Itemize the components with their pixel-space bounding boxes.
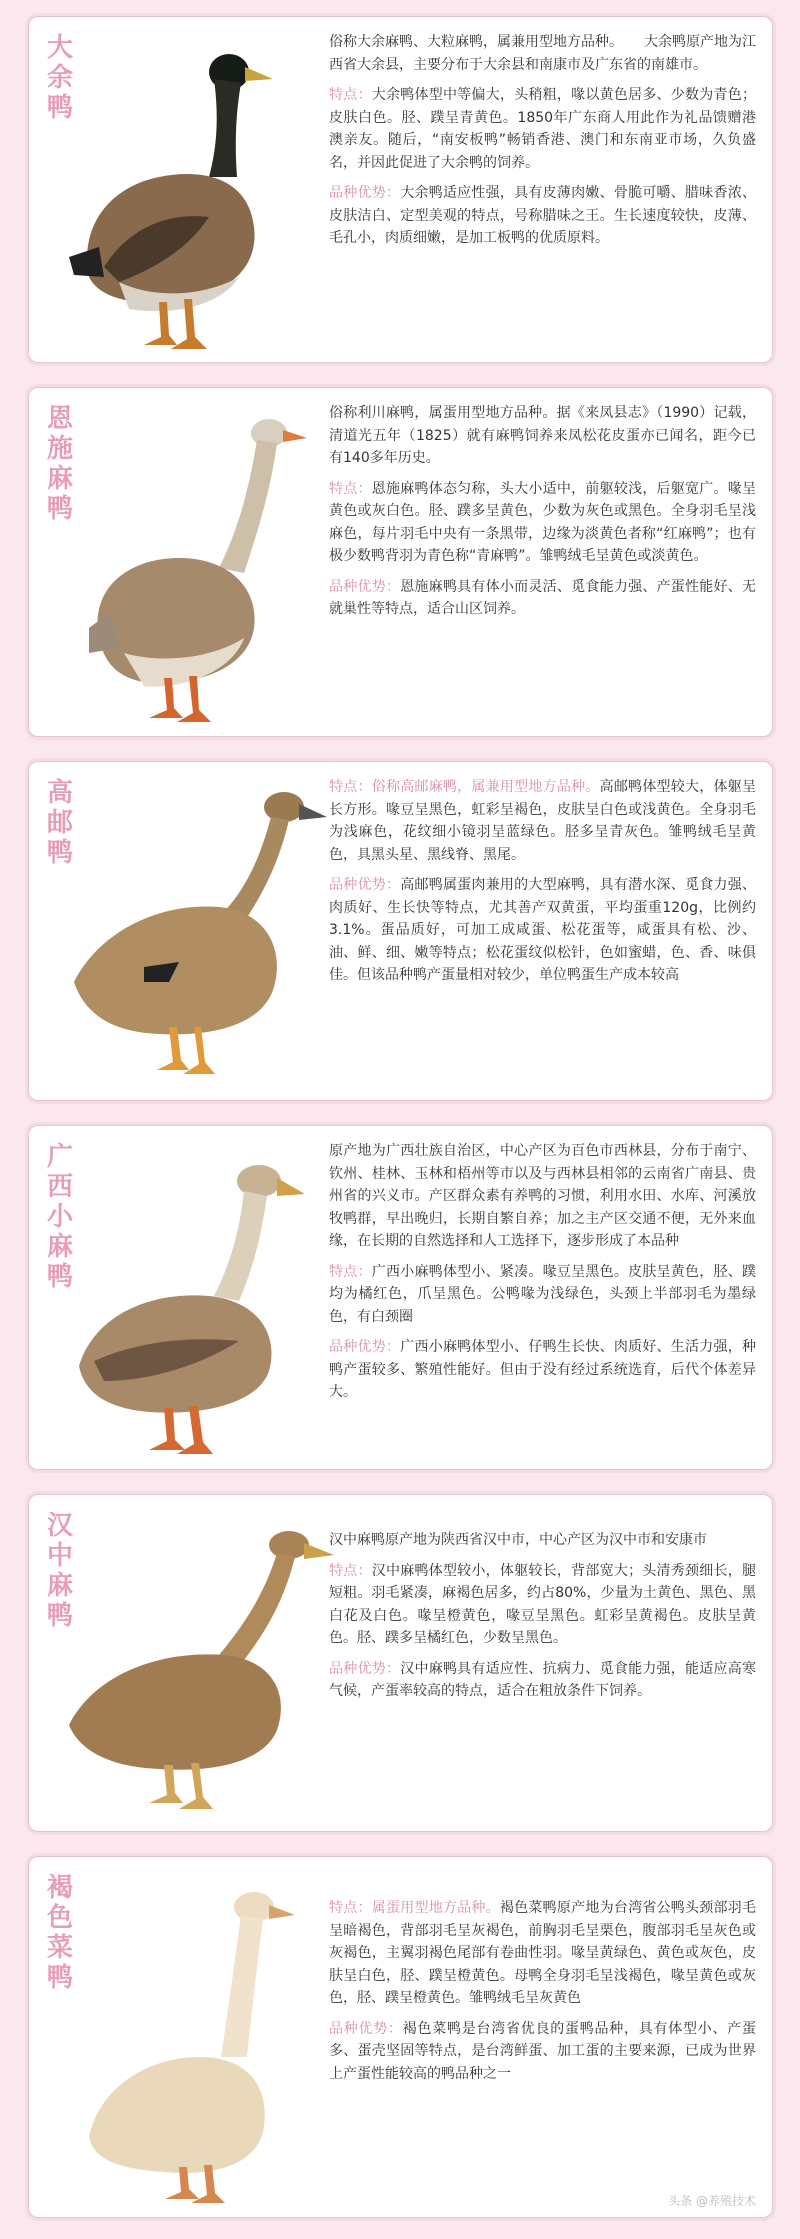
traits-label: 特点：属蛋用型地方品种。: [329, 1900, 500, 1916]
breed-intro: 俗称大余麻鸭、大粒麻鸭，属兼用型地方品种。 大余鸭原产地为江西省大余县，主要分布于大余县和南康市及广东省的南雄市。: [329, 34, 756, 73]
breed-name: 褐 色 菜 鸭: [46, 1873, 73, 1993]
breed-advantages: [329, 182, 756, 250]
traits-label: 特点：: [329, 87, 372, 103]
breed-description: [329, 1529, 756, 1711]
duck-illustration: [49, 1136, 359, 1461]
advantages-label: 品种优势：: [329, 1660, 401, 1677]
breed-advantages: [329, 874, 756, 987]
breed-card-brown-tsaiya: [28, 1856, 773, 2218]
traits-label: 特点：: [329, 1562, 372, 1579]
advantages-text: 大余鸭适应性强，具有皮薄肉嫩、骨脆可嚼、腊味香浓、皮肤洁白、定型美观的特点，号称腊味之王。生长速度较快，皮薄、毛孔小，肉质细嫩，是加工板鸭的优质原料。: [329, 185, 757, 246]
breed-description: [329, 776, 756, 995]
watermark: 头条 @养殖技术: [668, 2194, 756, 2208]
advantages-label: 品种优势：: [329, 185, 401, 201]
advantages-text: 褐色菜鸭是台湾省优良的蛋鸭品种，具有体型小、产蛋多、蛋壳坚固等特点，是台湾鲜蛋、加工蛋的主要来源，已成为世界上产蛋性能较高的鸭品种之一: [329, 2020, 756, 2082]
breed-name: 恩 施 麻 鸭: [46, 404, 73, 524]
traits-text: 恩施麻鸭体态匀称，头大小适中，前躯较浅，后躯宽广。喙呈黄色或灰白色。胫、蹼多呈黄色，少数为灰色或黑色。全身羽毛呈浅麻色，每片羽毛中央有一条黑带，边缘为淡黄色者称“红麻鸭”；也有极少数鸭背羽为青色称“青麻鸭”。雏鸭绒毛呈黄色或淡黄色。: [329, 480, 757, 564]
advantages-text: 广西小麻鸭体型小、仔鸭生长快、肉质好、生活力强，种鸭产蛋较多、繁殖性能好。但由于没有经过系统选育，后代个体差异大。: [329, 1339, 757, 1400]
breed-description: [329, 1897, 756, 2093]
breed-traits: [329, 478, 756, 568]
breed-advantages: [329, 576, 756, 621]
breed-description: [329, 31, 756, 258]
breed-advantages: [329, 1336, 756, 1404]
breed-card-guangxi: [28, 1125, 773, 1470]
advantages-label: 品种优势：: [329, 578, 401, 595]
breed-card-dayu: [28, 16, 773, 363]
breed-intro: 汉中麻鸭原产地为陕西省汉中市，中心产区为汉中市和安康市: [329, 1532, 707, 1548]
duck-illustration: [49, 27, 359, 357]
traits-text: 大余鸭体型中等偏大，头稍粗，喙以黄色居多、少数为青色；皮肤白色。胫、蹼呈青黄色。1850年广东商人用此作为礼品馈赠港澳亲友。随后，“南安板鸭”畅销香港、澳门和东南亚市场，久负盛名，并因此促进了大余鸭的饲养。: [329, 87, 757, 171]
advantages-label: 品种优势：: [329, 1339, 401, 1355]
duck-illustration: [49, 772, 359, 1092]
traits-text: 高邮鸭体型较大，体躯呈长方形。喙豆呈黑色，虹彩呈褐色，皮肤呈白色或浅黄色。全身羽毛为浅麻色，花纹细小镜羽呈蓝绿色。胫多呈青灰色。雏鸭绒毛呈黄色，具黑头星、黑线脊、黑尾。: [329, 779, 757, 863]
traits-text: 广西小麻鸭体型小、紧凑。喙豆呈黑色。皮肤呈黄色，胫、蹼均为橘红色，爪呈黑色。公鸭喙为浅绿色，头颈上半部羽毛为墨绿色，有白颈圈: [329, 1263, 757, 1325]
advantages-text: 恩施麻鸭具有体小而灵活、觅食能力强、产蛋性能好、无就巢性等特点，适合山区饲养。: [329, 578, 757, 617]
advantages-label: 品种优势：: [329, 877, 401, 893]
breed-card-enshi: [28, 387, 773, 737]
breed-name: 广 西 小 麻 鸭: [46, 1142, 73, 1292]
advantages-text: 汉中麻鸭具有适应性、抗病力、觅食能力强，能适应高寒气候，产蛋率较高的特点，适合在粗放条件下饲养。: [329, 1660, 757, 1699]
traits-text: 汉中麻鸭体型较小，体躯较长，背部宽大；头清秀颈细长，腿短粗。羽毛紧凑，麻褐色居多，约占80%，少量为土黄色、黑色、黑白花及白色。喙呈橙黄色，喙豆呈黑色。虹彩呈黄褐色。皮肤呈黄色。胫、蹼多呈橘红色，少数呈黑色。: [329, 1562, 757, 1646]
duck-illustration: [49, 1505, 359, 1823]
advantages-label: 品种优势：: [329, 2020, 403, 2037]
traits-label: 特点：: [329, 1263, 372, 1280]
traits-label: 特点：: [329, 480, 372, 497]
breed-intro: 俗称利川麻鸭，属蛋用型地方品种。据《来凤县志》（1990）记载，清道光五年（1825）就有麻鸭饲养来凤松花皮蛋亦已闻名，距今已有140多年历史。: [329, 405, 756, 466]
breed-traits: [329, 1261, 756, 1329]
advantages-text: 高邮鸭属蛋肉兼用的大型麻鸭，具有潜水深、觅食力强、肉质好、生长快等特点，尤其善产双黄蛋，平均蛋重120g，比例约3.1%。蛋品质好，可加工成咸蛋、松花蛋等，咸蛋具有松、沙、油、鲜、细、嫩等特点；松花蛋纹似松针，色如蜜蜡，色、香、味俱佳。但该品种鸭产蛋量相对较少，单位鸭蛋生产成本较高: [329, 877, 757, 983]
traits-text: 褐色菜鸭原产地为台湾省公鸭头颈部羽毛呈暗褐色，背部羽毛呈灰褐色，前胸羽毛呈栗色，腹部羽毛呈灰色或灰褐色，主翼羽褐色尾部有卷曲性羽。喙呈黄绿色、黄色或灰色，皮肤呈白色，胫、蹼呈橙黄色。母鸭全身羽毛呈浅褐色，喙呈黄色或灰色，胫、蹼呈橙黄色。雏鸭绒毛呈灰黄色: [329, 1900, 757, 2006]
breed-description: [329, 1140, 756, 1412]
breed-traits: [329, 84, 756, 174]
breed-intro: 原产地为广西壮族自治区，中心产区为百色市西林县，分布于南宁、钦州、桂林、玉林和梧州等市以及与西林县相邻的云南省广南县、贵州省的兴义市。产区群众素有养鸭的习惯，利用水田、水库、河溪放牧鸭群，早出晚归，长期自繁自养；加之主产区交通不便，无外来血缘，在长期的自然选择和人工选择下，逐步形成了本品种: [329, 1143, 756, 1249]
breed-traits: [329, 1560, 756, 1650]
traits-label: 特点：俗称高邮麻鸭，属兼用型地方品种。: [329, 779, 600, 795]
breed-name: 高 邮 鸭: [46, 778, 73, 868]
breed-traits: [329, 1897, 756, 2010]
breed-card-hanzhong: [28, 1494, 773, 1832]
breed-advantages: [329, 2018, 756, 2086]
breed-description: [329, 402, 756, 629]
duck-illustration: [49, 1867, 359, 2207]
breed-card-gaoyou: [28, 761, 773, 1101]
breed-traits: [329, 776, 756, 866]
breed-name: 汉 中 麻 鸭: [46, 1511, 73, 1631]
breed-name: 大 余 鸭: [46, 33, 73, 123]
breed-advantages: [329, 1658, 756, 1703]
duck-illustration: [49, 398, 359, 728]
